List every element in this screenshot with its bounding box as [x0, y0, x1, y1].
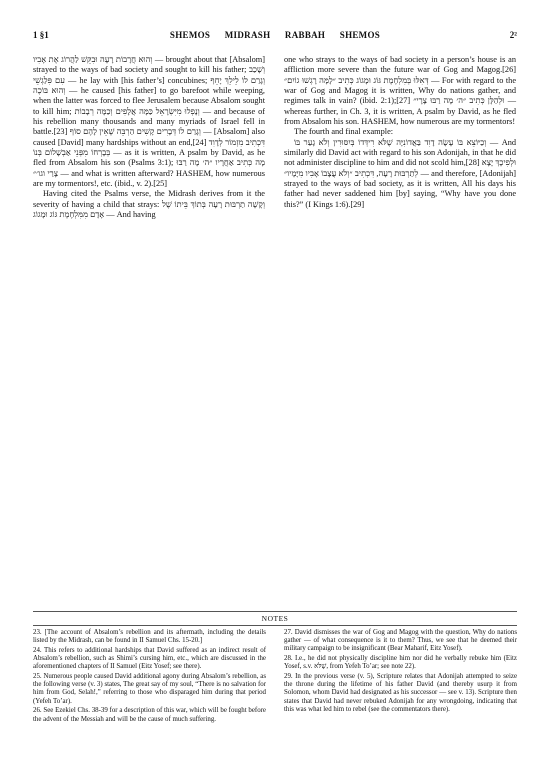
chapter-section-label: 1 §1: [33, 30, 49, 40]
note-item: 24. This refers to additional hardships that David suffered as an indirect result of Absalom’s rebellion, such as Shimi’s cursing him, etc., which are discussed in the aforementioned chapters of II Samuel (Eitz Yosef; see there).: [33, 646, 266, 671]
paragraph: וְהוּא חֲרָבוֹת רָעָה וּבִקֵּשׁ לַהֲרוֹג אֶת אָבִיו — brought about that [Absalom] strayed to the ways of bad society and sought to kill his father; וְשָׁכַב עִם פִּלַגְשֵׁי — he lay with [his father’s] concubines; וְגָרַם לוֹ לֵילֵךְ יָחֵף וְהוּא בּוֹכֶה — he caused [his father] to go barefoot while weeping, when the latter was forced to flee Jerusalem because Absalom sought to kill him; וְנָפְלוּ מִיִּשְׂרָאֵל כַּמָּה אֲלָפִים וְכַמָּה רְבָבוֹת — and because of his rebellion many thousands and many myriads of Israel fell in battle.[23] וְגָרַם לוֹ דְּבָרִים קָשִׁים הַרְבֵּה שֶׁאֵין לָהֶם סוֹף — [Absalom] also caused [David] many hardships without an end,[24] דִּכְתִיב מִזְמוֹר לְדָוִד בְּבָרְחוֹ מִפְּנֵי אַבְשָׁלוֹם בְּנוֹ — as it is written, A psalm by David, as he fled from Absalom his son (Psalms 3:1); מָה כְּתִיב אַחֲרָיו ״ה׳ מָה רַבּוּ צָרַי וגו׳״ — and what is written afterward? HASHEM, how numerous are my tormentors!, etc. (ibid., v. 2).[25]: [33, 55, 265, 189]
paragraph: one who strays to the ways of bad society in a person’s house is an affliction more severe than the future war of Gog and Magog.[26] דְּאִלּוּ בְּמִלְחֶמֶת גּוֹג וּמָגוֹג כְּתִיב ״לָמָּה רָגְשׁוּ גוֹיִם״ — For with regard to the war of Gog and Magog it is written, Why do nations gather, and regimes talk in vain? (ibid. 2:1);[27] וּלְהַלָּן כְּתִיב ״ה׳ מָה רַבּוּ צָרָי״ — whereas further, in Ch. 3, it is written, A psalm by David, as he fled from Absalom his son. HASHEM, how numerous are my tormentors!: [284, 55, 516, 127]
notes-title: NOTES: [33, 612, 517, 626]
note-item: 23. [The account of Absalom’s rebellion and its aftermath, including the details listed by the Midrash, can be found in II Samuel Chs. 15-20.]: [33, 629, 266, 645]
paragraph: וְכַיּוֹצֵא בּוֹ עָשָׂה דָוִד בַּאֲדוֹנִיָּה שֶׁלֹּא רִידְּדוֹ בְּיִסּוּרִין וְלֹא גָעַר בּוֹ — And similarly did David act with regard to his son Adonijah, in that he did not administer discipline to him and did not scold him,[28] וּלְפִיכָךְ יָצָא לְתַרְבּוּת רָעָה, דִּכְתִיב ״וְלֹא עֲצָבוֹ אָבִיו מִיָּמָיו״ — and therefore, [Adonijah] strayed to the ways of bad society, as it is written, All his days his father had never saddened him [by] saying, “Why have you done this?” (I Kings 1:6).[29]: [284, 137, 516, 209]
book-title: SHEMOS MIDRASH RABBAH SHEMOS: [169, 30, 381, 40]
paragraph: The fourth and final example:: [294, 127, 394, 137]
notes-section: [33, 611, 517, 751]
note-item: 26. See Ezekiel Chs. 38-39 for a description of this war, which will be fought before the advent of the Messiah and will be the cause of much suffering.: [33, 707, 266, 723]
page-number: 2²: [509, 30, 517, 40]
paragraph: Having cited the Psalms verse, the Midrash derives from it the severity of having a child that strays: וְקָשָׁה תַרְבּוּת רָעָה בְּתוֹךְ בֵּיתוֹ שֶׁל אָדָם מִמִּלְחֶמֶת גּוֹג וּמָגוֹג — And having: [33, 189, 265, 220]
notes-right-column: [284, 629, 517, 716]
main-text-right-column: [284, 55, 516, 210]
note-item: 28. I.e., he did not physically discipline him nor did he verbally rebuke him (Eitz Yosef, s.v. שֶׁלֹּא, from Yefeh To’ar; see note 22).: [284, 655, 517, 671]
note-item: 25. Numerous people caused David additional agony during Absalom’s rebellion, as the following verse (v. 3) states, The great say of my soul, “There is no salvation for him from God, Selah!,” referring to those who disparaged him during that period (Yefeh To’ar).: [33, 673, 266, 705]
note-item: 27. David dismisses the war of Gog and Magog with the question, Why do nations gather — of what consequence is it to them? Thus, we see that he deemed their military campaign to be insignificant (Bear Maharif, Eitz Yosef).: [284, 629, 517, 653]
main-text-left-column: [33, 55, 265, 221]
notes-left-column: [33, 629, 266, 725]
running-header: [33, 30, 517, 44]
note-item: 29. In the previous verse (v. 5), Scripture relates that Adonijah attempted to seize the throne during the lifetime of his father David (and thereby usurp it from Solomon, whom David had designated as his successor — see v. 13). Scripture then states that David had never rebuked Adonijah for any wrongdoing, indicating that this was what led him to rebel (see the commentators there).: [284, 673, 517, 713]
